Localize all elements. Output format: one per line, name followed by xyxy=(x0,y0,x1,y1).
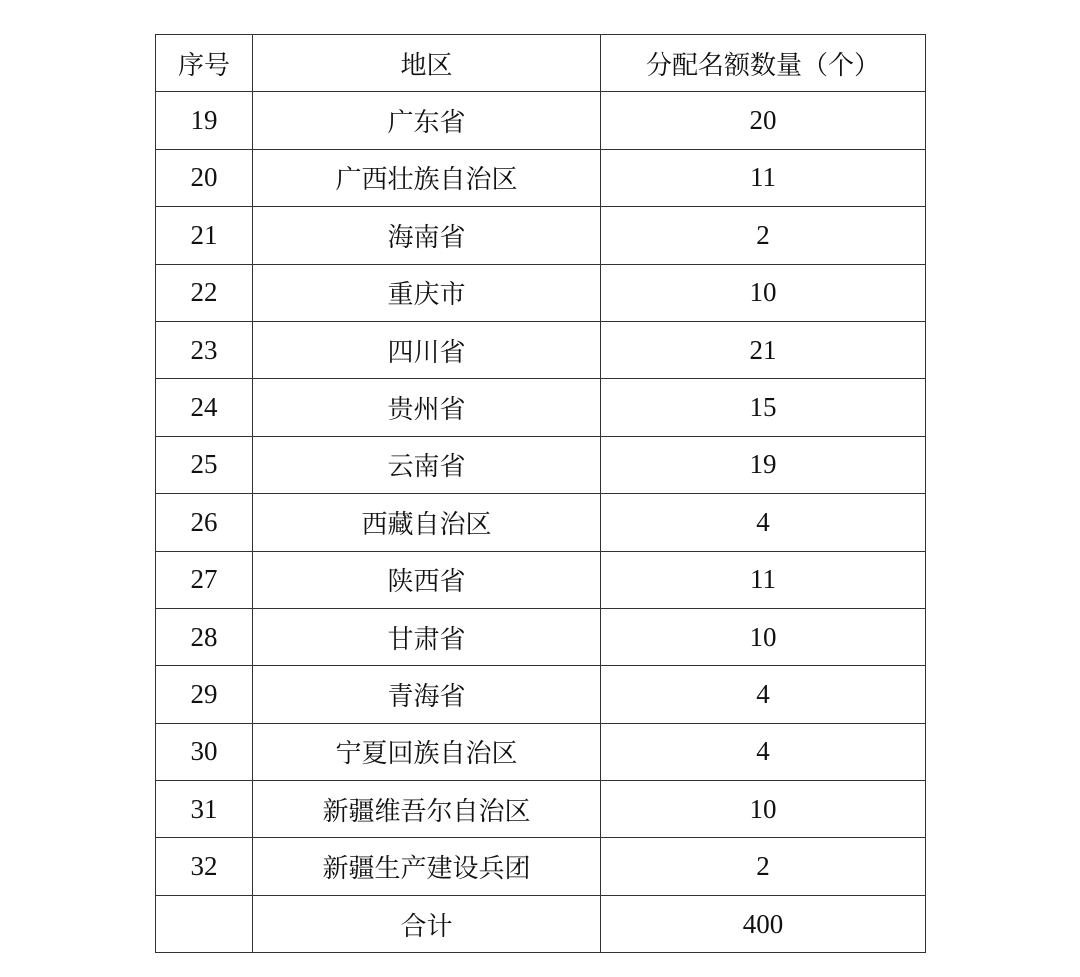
table-row xyxy=(156,781,926,838)
row-count-cell: 4 xyxy=(601,666,926,723)
table-body xyxy=(156,92,926,895)
row-index-cell: 32 xyxy=(156,838,253,895)
row-count-cell: 4 xyxy=(601,723,926,780)
row-count-cell: 21 xyxy=(601,321,926,378)
table-row xyxy=(156,436,926,493)
table-footer xyxy=(156,895,926,952)
row-index-cell: 20 xyxy=(156,149,253,206)
row-region-cell: 青海省 xyxy=(253,666,601,723)
row-count-cell: 4 xyxy=(601,494,926,551)
row-region-cell: 云南省 xyxy=(253,436,601,493)
row-count-cell: 20 xyxy=(601,92,926,149)
table-row xyxy=(156,149,926,206)
row-index-cell: 29 xyxy=(156,666,253,723)
table-row xyxy=(156,608,926,665)
row-region-cell: 贵州省 xyxy=(253,379,601,436)
table-header xyxy=(156,35,926,92)
row-count-cell: 11 xyxy=(601,551,926,608)
row-region-cell: 陕西省 xyxy=(253,551,601,608)
row-index-cell: 24 xyxy=(156,379,253,436)
row-count-cell: 10 xyxy=(601,781,926,838)
header-row xyxy=(156,35,926,92)
table-row xyxy=(156,838,926,895)
row-region-cell: 四川省 xyxy=(253,321,601,378)
row-count-cell: 2 xyxy=(601,207,926,264)
row-index-cell: 19 xyxy=(156,92,253,149)
row-region-cell: 新疆生产建设兵团 xyxy=(253,838,601,895)
quota-allocation-table xyxy=(155,34,926,953)
row-region-cell: 重庆市 xyxy=(253,264,601,321)
row-index-cell: 25 xyxy=(156,436,253,493)
row-count-cell: 19 xyxy=(601,436,926,493)
row-count-cell: 10 xyxy=(601,608,926,665)
row-region-cell: 甘肃省 xyxy=(253,608,601,665)
row-index-cell: 31 xyxy=(156,781,253,838)
row-index-cell: 30 xyxy=(156,723,253,780)
total-row xyxy=(156,895,926,952)
table-row xyxy=(156,379,926,436)
total-count-cell: 400 xyxy=(601,895,926,952)
row-region-cell: 海南省 xyxy=(253,207,601,264)
row-region-cell: 宁夏回族自治区 xyxy=(253,723,601,780)
row-index-cell: 22 xyxy=(156,264,253,321)
table-row xyxy=(156,551,926,608)
row-region-cell: 广东省 xyxy=(253,92,601,149)
header-index: 序号 xyxy=(156,35,253,92)
row-count-cell: 2 xyxy=(601,838,926,895)
table-row xyxy=(156,207,926,264)
row-count-cell: 15 xyxy=(601,379,926,436)
row-region-cell: 新疆维吾尔自治区 xyxy=(253,781,601,838)
table-row xyxy=(156,723,926,780)
table-row xyxy=(156,92,926,149)
header-count: 分配名额数量（个） xyxy=(601,35,926,92)
table-row xyxy=(156,321,926,378)
row-region-cell: 西藏自治区 xyxy=(253,494,601,551)
total-label-cell: 合计 xyxy=(253,895,601,952)
header-region: 地区 xyxy=(253,35,601,92)
row-count-cell: 11 xyxy=(601,149,926,206)
row-index-cell: 21 xyxy=(156,207,253,264)
table-row xyxy=(156,666,926,723)
table-row xyxy=(156,494,926,551)
row-count-cell: 10 xyxy=(601,264,926,321)
total-index-cell xyxy=(156,895,253,952)
row-index-cell: 23 xyxy=(156,321,253,378)
row-index-cell: 26 xyxy=(156,494,253,551)
row-index-cell: 28 xyxy=(156,608,253,665)
table-row xyxy=(156,264,926,321)
row-region-cell: 广西壮族自治区 xyxy=(253,149,601,206)
row-index-cell: 27 xyxy=(156,551,253,608)
